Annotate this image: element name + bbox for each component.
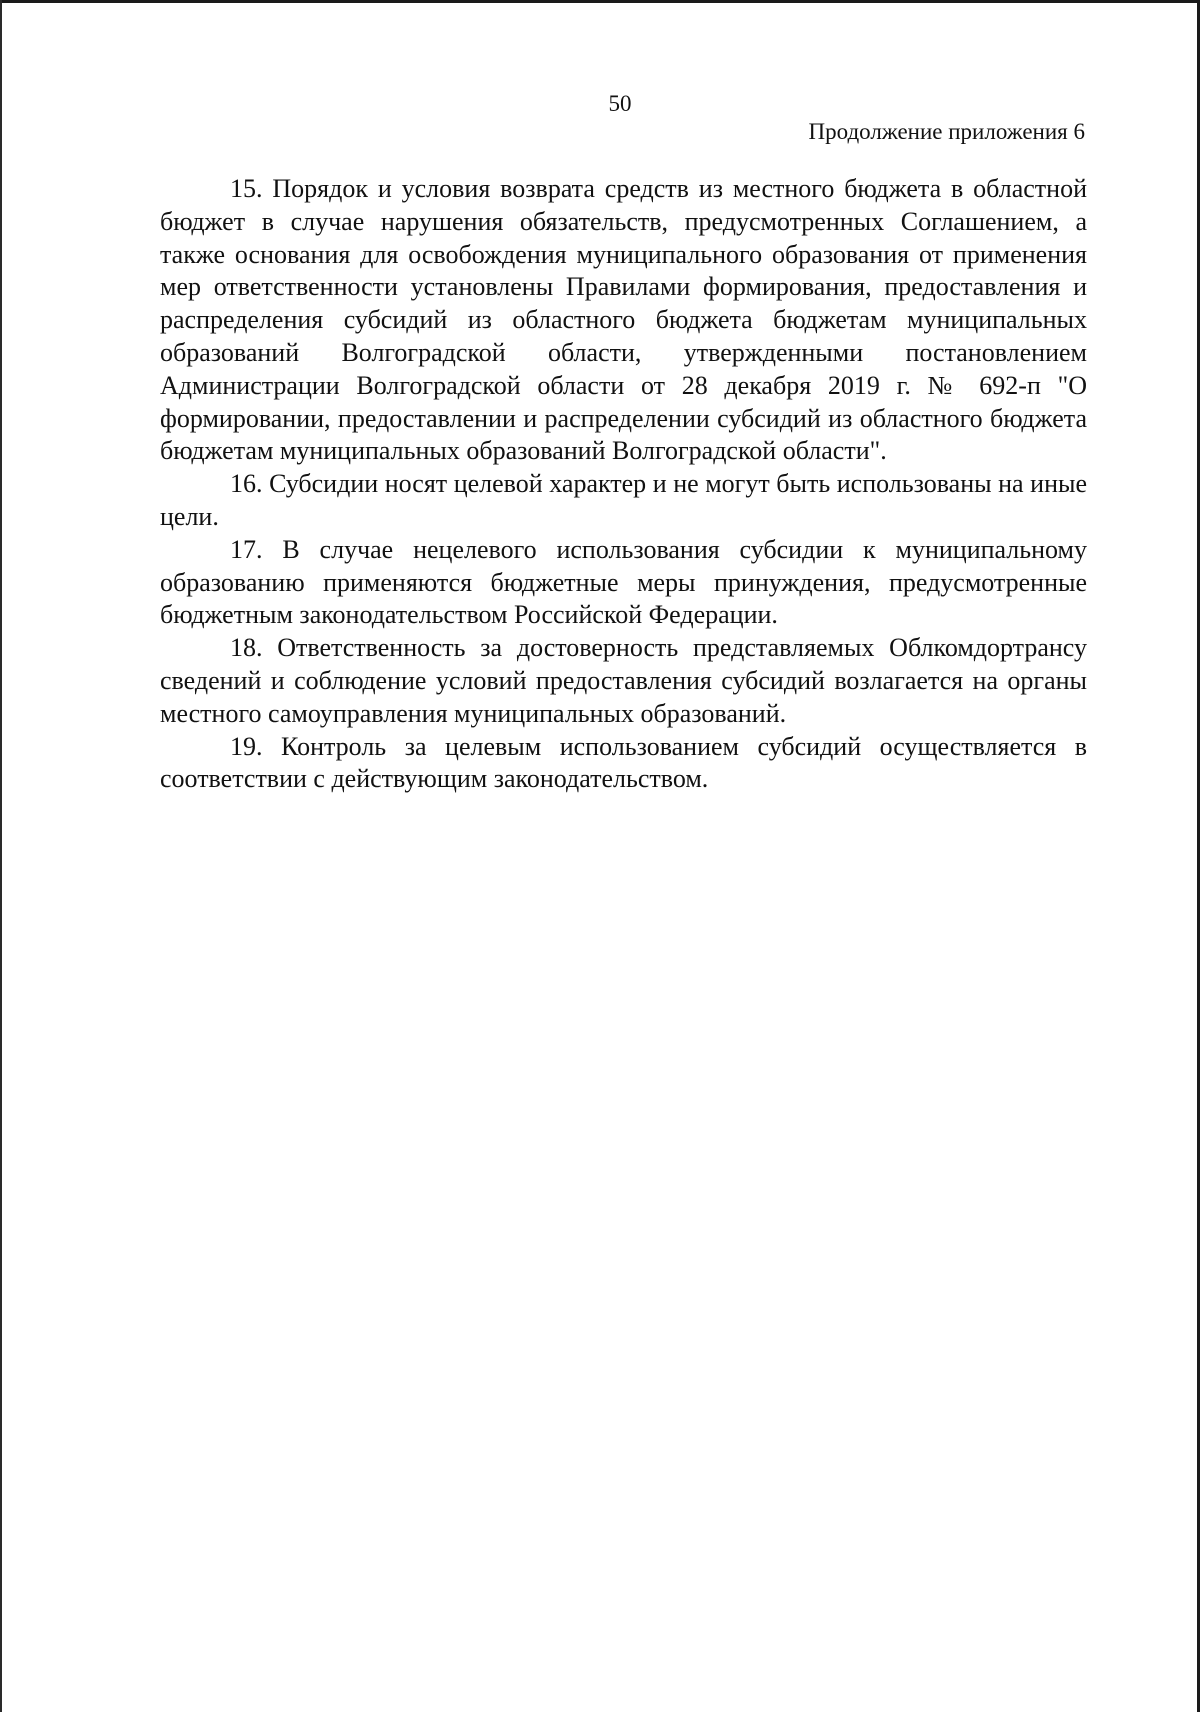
paragraph-17: 17. В случае нецелевого использования субсидии к муниципальному образованию применяются бюджетные меры принуждения, предусмотренные бюджетным законодательством Российской Федерации. [160, 534, 1087, 630]
paragraph-16: 16. Субсидии носят целевой характер и не могут быть использованы на иные цели. [160, 469, 1087, 531]
paragraph-15: 15. Порядок и условия возврата средств из местного бюджета в областной бюджет в случае нарушения обязательств, предусмотренных Соглашением, а также основания для освобождения муниципального образования от применения мер ответственности установлены Правилами формирования, предоставления и распределения субсидий из областного бюджета бюджетам муниципальных образований Волгоградской области, утвержденными постановлением Администрации Волгоградской области от 28 декабря 2019 г. № 692-п "О формировании, предоставлении и распределении субсидий из областного бюджета бюджетам муниципальных образований Волгоградской области". [160, 174, 1087, 466]
paragraph-19: 19. Контроль за целевым использованием субсидий осуществляется в соответствии с действующим законодательством. [160, 731, 1087, 794]
document-body [160, 173, 1087, 796]
appendix-continuation-note: Продолжение приложения 6 [808, 119, 1085, 144]
scan-border-left [0, 0, 2, 1712]
paragraph-18: 18. Ответственность за достоверность представляемых Облкомдортрансу сведений и соблюдение условий предоставления субсидий возлагается на органы местного самоуправления муниципальных образований. [160, 633, 1087, 728]
scan-border-top [0, 0, 1200, 3]
page-number: 50 [608, 91, 632, 116]
